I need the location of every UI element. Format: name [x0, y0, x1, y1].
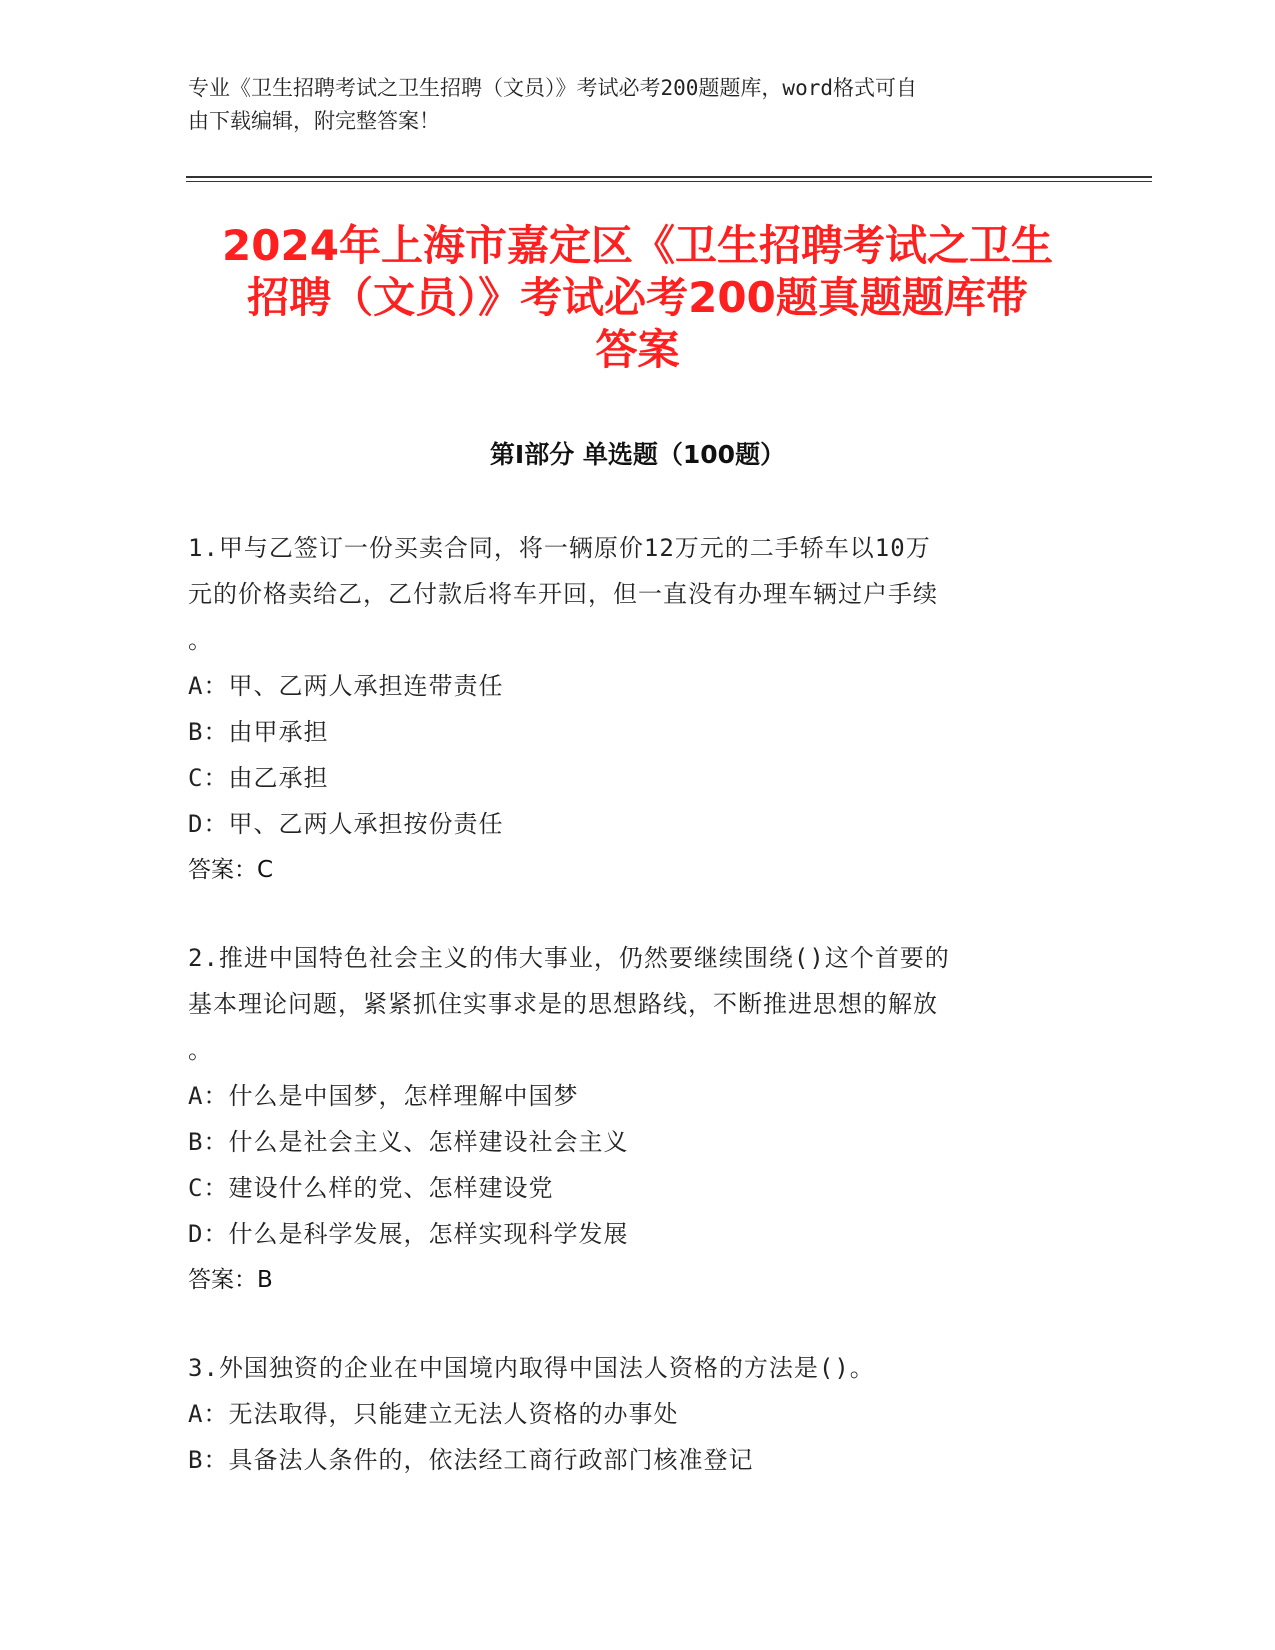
question-stem-line: 3.外国独资的企业在中国境内取得中国法人资格的方法是()。: [188, 1354, 875, 1382]
option-a: A：什么是中国梦，怎样理解中国梦: [188, 1082, 579, 1110]
title-line-3: 答案: [595, 325, 680, 374]
question-stem-line: 1.甲与乙签订一份买卖合同，将一辆原价12万元的二手轿车以10万: [188, 534, 931, 562]
question-3: [188, 1345, 1088, 1483]
title-line-1: 2024年上海市嘉定区《卫生招聘考试之卫生: [222, 221, 1053, 270]
question-1: [188, 525, 1088, 893]
question-stem-line: 元的价格卖给乙，乙付款后将车开回，但一直没有办理车辆过户手续: [188, 580, 938, 608]
option-b: B：什么是社会主义、怎样建设社会主义: [188, 1128, 629, 1156]
answer-label: 答案：B: [188, 1267, 273, 1293]
option-d: D：什么是科学发展，怎样实现科学发展: [188, 1220, 629, 1248]
question-stem-line: 。: [188, 626, 213, 654]
option-c: C：建设什么样的党、怎样建设党: [188, 1174, 554, 1202]
header-divider-thin: [186, 181, 1152, 182]
question-list: [188, 525, 1088, 1525]
option-b: B：由甲承担: [188, 718, 329, 746]
title-line-2: 招聘（文员）》考试必考200题真题题库带: [247, 273, 1028, 322]
option-a: A：无法取得，只能建立无法人资格的办事处: [188, 1400, 679, 1428]
question-stem-line: 基本理论问题，紧紧抓住实事求是的思想路线，不断推进思想的解放: [188, 990, 938, 1018]
header-note: [188, 72, 1068, 138]
option-a: A：甲、乙两人承担连带责任: [188, 672, 504, 700]
section-title: 第Ⅰ部分 单选题（100题）: [489, 440, 786, 469]
option-b: B：具备法人条件的，依法经工商行政部门核准登记: [188, 1446, 754, 1474]
header-note-line-1: 专业《卫生招聘考试之卫生招聘（文员）》考试必考200题题库，word格式可自: [188, 76, 917, 100]
header-note-line-2: 由下载编辑，附完整答案！: [188, 109, 440, 133]
question-2: [188, 935, 1088, 1303]
header-divider-thick: [186, 176, 1152, 178]
question-stem-line: 。: [188, 1036, 213, 1064]
question-stem-line: 2.推进中国特色社会主义的伟大事业，仍然要继续围绕()这个首要的: [188, 944, 950, 972]
option-c: C：由乙承担: [188, 764, 329, 792]
option-d: D：甲、乙两人承担按份责任: [188, 810, 504, 838]
document-title: [140, 220, 1135, 376]
answer-label: 答案：C: [188, 857, 274, 883]
